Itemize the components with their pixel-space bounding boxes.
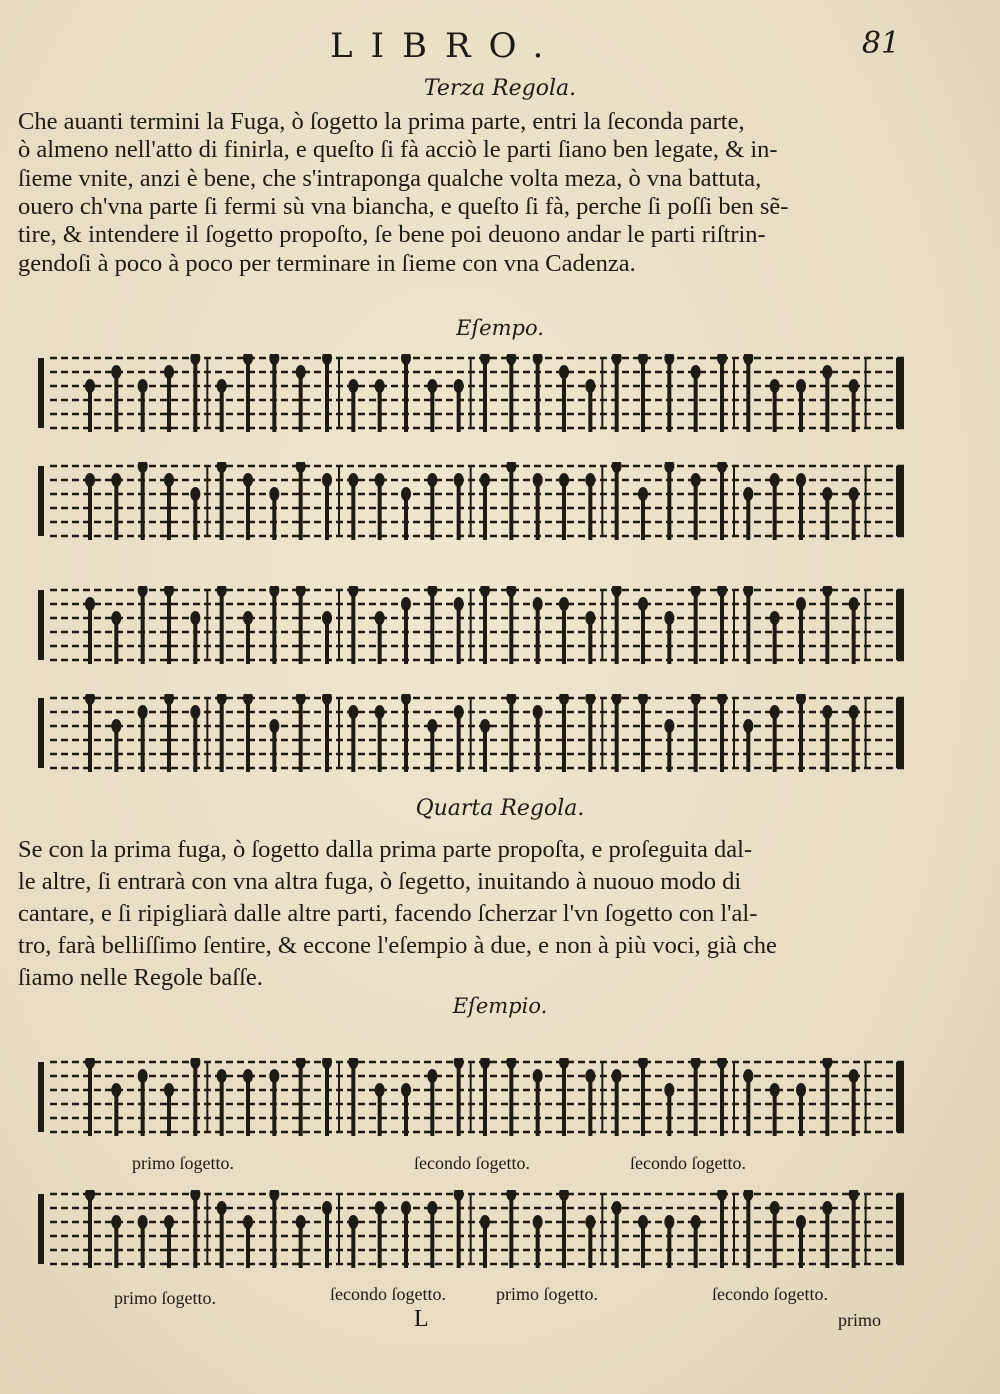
note-head xyxy=(164,694,174,705)
note-head xyxy=(664,1083,674,1097)
note-head xyxy=(691,586,701,597)
note-head xyxy=(585,473,595,487)
note-head xyxy=(164,473,174,487)
text-line: ò almeno nell'atto di finirla, e queſto ſi fà acciò le parti ſiano ben legate, & in- xyxy=(18,136,778,163)
note-head xyxy=(743,354,753,365)
note-head xyxy=(138,379,148,393)
note-head xyxy=(849,597,859,611)
note-head xyxy=(401,694,411,705)
note-head xyxy=(638,694,648,705)
note-head xyxy=(796,1083,806,1097)
note-head xyxy=(190,1058,200,1069)
staff-bracket xyxy=(38,1062,44,1132)
note-head xyxy=(138,705,148,719)
note-head xyxy=(190,611,200,625)
note-head xyxy=(296,586,306,597)
note-head xyxy=(217,694,227,705)
note-head xyxy=(85,1190,95,1201)
note-head xyxy=(269,586,279,597)
note-head xyxy=(111,365,121,379)
note-head xyxy=(375,379,385,393)
example-label-2: Eſempio. xyxy=(452,994,548,1018)
note-head xyxy=(348,586,358,597)
note-head xyxy=(743,1190,753,1201)
note-head xyxy=(480,473,490,487)
note-head xyxy=(348,1215,358,1229)
note-head xyxy=(664,354,674,365)
note-head xyxy=(849,705,859,719)
note-head xyxy=(190,487,200,501)
note-head xyxy=(480,719,490,733)
running-head: LIBRO. xyxy=(330,26,562,66)
staff-bracket xyxy=(38,590,44,660)
music-staff xyxy=(30,462,910,544)
note-head xyxy=(822,487,832,501)
final-barline xyxy=(896,698,904,768)
note-head xyxy=(612,1201,622,1215)
subject-label: ſecondo ſogetto. xyxy=(330,1284,446,1304)
note-head xyxy=(480,1058,490,1069)
final-barline xyxy=(896,1062,904,1132)
note-head xyxy=(612,586,622,597)
note-head xyxy=(770,473,780,487)
note-head xyxy=(401,597,411,611)
note-head xyxy=(612,1069,622,1083)
note-head xyxy=(454,597,464,611)
note-head xyxy=(296,1058,306,1069)
music-staff xyxy=(30,1190,910,1272)
note-head xyxy=(664,462,674,473)
note-head xyxy=(743,586,753,597)
note-head xyxy=(375,1083,385,1097)
note-head xyxy=(269,719,279,733)
note-head xyxy=(296,694,306,705)
note-head xyxy=(612,694,622,705)
note-head xyxy=(296,462,306,473)
rule-4-title: Quarta Regola. xyxy=(415,796,585,821)
note-head xyxy=(85,379,95,393)
note-head xyxy=(217,1069,227,1083)
note-head xyxy=(506,586,516,597)
note-head xyxy=(217,1201,227,1215)
note-head xyxy=(506,462,516,473)
note-head xyxy=(717,354,727,365)
staff-bracket xyxy=(38,466,44,536)
final-barline xyxy=(896,1194,904,1264)
staff-bracket xyxy=(38,1194,44,1264)
note-head xyxy=(585,1215,595,1229)
note-head xyxy=(348,473,358,487)
note-head xyxy=(770,611,780,625)
note-head xyxy=(401,487,411,501)
note-head xyxy=(217,586,227,597)
note-head xyxy=(506,1058,516,1069)
note-head xyxy=(796,1215,806,1229)
note-head xyxy=(822,1058,832,1069)
text-line: le altre, ſi entrarà con vna altra fuga, ò ſegetto, inuitando à nuouo modo di xyxy=(18,868,742,895)
note-head xyxy=(691,1215,701,1229)
note-head xyxy=(269,487,279,501)
text-line: ſieme vnite, anzi è bene, che s'intraponga qualche volta meza, ò vna battuta, xyxy=(18,165,762,192)
note-head xyxy=(164,1083,174,1097)
note-head xyxy=(796,379,806,393)
note-head xyxy=(111,719,121,733)
signature-mark: L xyxy=(414,1306,429,1332)
note-head xyxy=(375,473,385,487)
note-head xyxy=(454,705,464,719)
note-head xyxy=(480,1215,490,1229)
note-head xyxy=(585,379,595,393)
note-head xyxy=(269,354,279,365)
note-head xyxy=(85,597,95,611)
note-head xyxy=(559,597,569,611)
note-head xyxy=(770,1201,780,1215)
note-head xyxy=(322,1058,332,1069)
note-head xyxy=(691,1058,701,1069)
note-head xyxy=(190,354,200,365)
note-head xyxy=(111,473,121,487)
note-head xyxy=(269,1069,279,1083)
note-head xyxy=(717,1058,727,1069)
note-head xyxy=(796,473,806,487)
note-head xyxy=(375,611,385,625)
note-head xyxy=(849,379,859,393)
text-line: cantare, e ſi ripigliarà dalle altre parti, facendo ſcherzar l'vn ſogetto con l'al- xyxy=(18,900,758,927)
note-head xyxy=(822,705,832,719)
note-head xyxy=(559,473,569,487)
note-head xyxy=(427,586,437,597)
note-head xyxy=(111,1215,121,1229)
note-head xyxy=(638,487,648,501)
note-head xyxy=(612,354,622,365)
note-head xyxy=(427,379,437,393)
note-head xyxy=(480,354,490,365)
text-line: ouero ch'vna parte ſi fermi sù vna biancha, e queſto ſi fà, perche ſi poſſi ben sẽ- xyxy=(18,193,789,220)
note-head xyxy=(190,705,200,719)
note-head xyxy=(849,1069,859,1083)
note-head xyxy=(454,1058,464,1069)
example-label-1: Eſempo. xyxy=(456,316,544,340)
note-head xyxy=(585,611,595,625)
note-head xyxy=(348,705,358,719)
text-line: tire, & intendere il ſogetto propoſto, ſe bene poi deuono andar le parti riſtrin- xyxy=(18,221,766,248)
music-staff xyxy=(30,586,910,668)
note-head xyxy=(638,1058,648,1069)
note-head xyxy=(506,1190,516,1201)
final-barline xyxy=(896,358,904,428)
note-head xyxy=(770,379,780,393)
note-head xyxy=(322,473,332,487)
note-head xyxy=(164,365,174,379)
note-head xyxy=(427,1201,437,1215)
note-head xyxy=(533,597,543,611)
note-head xyxy=(822,586,832,597)
note-head xyxy=(559,1190,569,1201)
subject-label: ſecondo ſogetto. xyxy=(630,1153,746,1173)
music-staff xyxy=(30,1058,910,1140)
note-head xyxy=(717,462,727,473)
subject-label: ſecondo ſogetto. xyxy=(414,1153,530,1173)
note-head xyxy=(585,694,595,705)
note-head xyxy=(243,473,253,487)
note-head xyxy=(849,1190,859,1201)
note-head xyxy=(664,719,674,733)
note-head xyxy=(717,1190,727,1201)
note-head xyxy=(454,473,464,487)
note-head xyxy=(111,1083,121,1097)
note-head xyxy=(217,462,227,473)
note-head xyxy=(427,473,437,487)
note-head xyxy=(348,1058,358,1069)
text-line: gendoſi à poco à poco per terminare in ſieme con vna Cadenza. xyxy=(18,250,636,277)
note-head xyxy=(533,354,543,365)
note-head xyxy=(269,1190,279,1201)
text-line: Se con la prima fuga, ò ſogetto dalla prima parte propoſta, e proſeguita dal- xyxy=(18,836,753,863)
note-head xyxy=(138,1215,148,1229)
final-barline xyxy=(896,466,904,536)
note-head xyxy=(849,487,859,501)
text-line: ſiamo nelle Regole baſſe. xyxy=(18,964,263,991)
note-head xyxy=(743,719,753,733)
note-head xyxy=(743,1069,753,1083)
note-head xyxy=(85,694,95,705)
note-head xyxy=(533,1069,543,1083)
note-head xyxy=(638,1215,648,1229)
note-head xyxy=(506,694,516,705)
music-staff xyxy=(30,354,910,436)
subject-label: primo ſogetto. xyxy=(114,1288,216,1308)
note-head xyxy=(454,379,464,393)
note-head xyxy=(559,1058,569,1069)
note-head xyxy=(243,1069,253,1083)
note-head xyxy=(217,379,227,393)
note-head xyxy=(111,611,121,625)
note-head xyxy=(585,1069,595,1083)
note-head xyxy=(691,365,701,379)
note-head xyxy=(796,694,806,705)
note-head xyxy=(743,487,753,501)
note-head xyxy=(822,365,832,379)
note-head xyxy=(138,586,148,597)
subject-label: primo ſogetto. xyxy=(496,1284,598,1304)
note-head xyxy=(375,1201,385,1215)
note-head xyxy=(322,611,332,625)
note-head xyxy=(612,462,622,473)
music-staff xyxy=(30,694,910,776)
staff-bracket xyxy=(38,698,44,768)
note-head xyxy=(322,694,332,705)
note-head xyxy=(454,1190,464,1201)
note-head xyxy=(296,1215,306,1229)
note-head xyxy=(85,473,95,487)
page-number: 81 xyxy=(861,26,900,61)
note-head xyxy=(164,1215,174,1229)
staff-bracket xyxy=(38,358,44,428)
final-barline xyxy=(896,590,904,660)
note-head xyxy=(533,473,543,487)
note-head xyxy=(506,354,516,365)
note-head xyxy=(401,1201,411,1215)
note-head xyxy=(559,694,569,705)
rule-3-title: Terza Regola. xyxy=(423,76,577,101)
text-line: tro, farà belliſſimo ſentire, & eccone l'eſempio à due, e non à più voci, già che xyxy=(18,932,777,959)
note-head xyxy=(348,379,358,393)
note-head xyxy=(375,705,385,719)
note-head xyxy=(164,586,174,597)
note-head xyxy=(717,586,727,597)
note-head xyxy=(243,694,253,705)
subject-label: ſecondo ſogetto. xyxy=(712,1284,828,1304)
note-head xyxy=(322,1201,332,1215)
note-head xyxy=(296,365,306,379)
note-head xyxy=(427,719,437,733)
note-head xyxy=(691,694,701,705)
note-head xyxy=(770,1083,780,1097)
text-line: Che auanti termini la Fuga, ò ſogetto la prima parte, entri la ſeconda parte, xyxy=(18,108,745,135)
note-head xyxy=(822,1201,832,1215)
note-head xyxy=(559,365,569,379)
note-head xyxy=(664,611,674,625)
note-head xyxy=(664,1215,674,1229)
note-head xyxy=(691,473,701,487)
note-head xyxy=(533,1215,543,1229)
note-head xyxy=(533,705,543,719)
note-head xyxy=(138,1069,148,1083)
note-head xyxy=(427,1069,437,1083)
note-head xyxy=(243,611,253,625)
note-head xyxy=(190,1190,200,1201)
note-head xyxy=(322,354,332,365)
note-head xyxy=(401,1083,411,1097)
note-head xyxy=(770,705,780,719)
note-head xyxy=(243,354,253,365)
note-head xyxy=(638,597,648,611)
note-head xyxy=(638,354,648,365)
note-head xyxy=(243,1215,253,1229)
note-head xyxy=(138,462,148,473)
note-head xyxy=(717,694,727,705)
catchword: primo xyxy=(838,1310,881,1330)
note-head xyxy=(796,597,806,611)
note-head xyxy=(401,354,411,365)
note-head xyxy=(85,1058,95,1069)
note-head xyxy=(480,586,490,597)
subject-label: primo ſogetto. xyxy=(132,1153,234,1173)
